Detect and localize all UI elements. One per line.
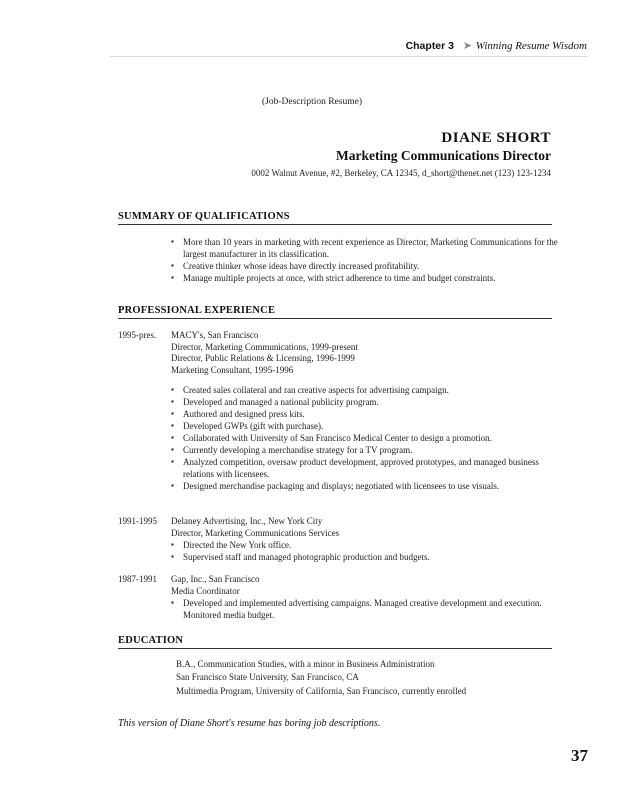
- job-dates: 1991-1995: [118, 516, 157, 526]
- experience-heading: PROFESSIONAL EXPERIENCE: [118, 305, 276, 316]
- chapter-label: Chapter 3: [405, 40, 454, 52]
- contact-line: 0002 Walnut Avenue, #2, Berkeley, CA 12345, d_short@thenet.net (123) 123-1234: [251, 168, 551, 178]
- header-divider: [110, 56, 588, 57]
- list-item: ▪ Creative thinker whose ideas have directly increased profitability.: [171, 260, 561, 272]
- list-item: ▪ Developed GWPs (gift with purchase).: [171, 420, 561, 432]
- list-item: ▪ Supervised staff and managed photographic production and budgets.: [171, 551, 561, 563]
- list-item: ▪ Developed and managed a national publicity program.: [171, 396, 561, 408]
- resume-type-label: (Job-Description Resume): [262, 97, 362, 107]
- list-item: ▪ Created sales collateral and ran creative aspects for advertising campaign.: [171, 384, 561, 396]
- company-name: Gap, Inc., San Francisco: [171, 574, 260, 584]
- candidate-name: DIANE SHORT: [441, 130, 551, 146]
- candidate-title: Marketing Communications Director: [336, 148, 551, 163]
- job-dates: 1995-pres.: [118, 330, 157, 340]
- job-bullets: [171, 384, 561, 492]
- book-title: Winning Resume Wisdom: [475, 40, 587, 52]
- running-header: [0, 40, 624, 56]
- job-bullets: [171, 539, 561, 563]
- education-line: B.A., Communication Studies, with a minor in Business Administration: [176, 659, 435, 669]
- summary-rule: [118, 224, 552, 225]
- job-entry: [171, 516, 339, 539]
- role-line: Marketing Consultant, 1995-1996: [171, 364, 294, 375]
- role-line: Director, Marketing Communications, 1999-present: [171, 341, 358, 352]
- job-entry: [171, 574, 259, 597]
- list-item: ▪ Developed and implemented advertising campaigns. Managed creative development and execution. Monitored media budget.: [171, 597, 551, 621]
- list-item: ▪ Collaborated with University of San Francisco Medical Center to design a promotion.: [171, 432, 561, 444]
- job-bullets: [171, 597, 551, 621]
- role-line: Media Coordinator: [171, 585, 240, 596]
- list-item: ▪ Analyzed competition, oversaw product development, approved prototypes, and managed business relations with licensees.: [171, 456, 561, 480]
- figure-caption: This version of Diane Short's resume has boring job descriptions.: [118, 718, 381, 729]
- company-name: Delaney Advertising, Inc., New York City: [171, 516, 323, 526]
- role-line: Director, Marketing Communications Services: [171, 527, 340, 538]
- education-line: Multimedia Program, University of California, San Francisco, currently enrolled: [176, 686, 467, 696]
- education-rule: [118, 648, 552, 649]
- page-number: 37: [571, 746, 588, 765]
- arrow-icon: ➤: [462, 40, 472, 52]
- summary-list: [171, 236, 561, 284]
- role-line: Director, Public Relations & Licensing, 1996-1999: [171, 353, 355, 363]
- summary-heading: SUMMARY OF QUALIFICATIONS: [118, 211, 290, 222]
- experience-rule: [118, 318, 552, 319]
- education-heading: EDUCATION: [118, 635, 184, 646]
- job-dates: 1987-1991: [118, 574, 157, 584]
- list-item: ▪ Manage multiple projects at once, with strict adherence to time and budget constraints.: [171, 272, 561, 284]
- job-entry: [171, 330, 358, 376]
- list-item: ▪ Authored and designed press kits.: [171, 408, 561, 420]
- list-item: ▪ Designed merchandise packaging and displays; negotiated with licensees to use visuals.: [171, 480, 561, 492]
- education-line: San Francisco State University, San Francisco, CA: [176, 672, 359, 682]
- list-item: ▪ Directed the New York office.: [171, 539, 561, 551]
- list-item: ▪ Currently developing a merchandise strategy for a TV program.: [171, 444, 561, 456]
- list-item: ▪ More than 10 years in marketing with recent experience as Director, Marketing Communications for the largest manufacturer in its classification.: [171, 236, 561, 260]
- company-name: MACY's, San Francisco: [171, 330, 259, 340]
